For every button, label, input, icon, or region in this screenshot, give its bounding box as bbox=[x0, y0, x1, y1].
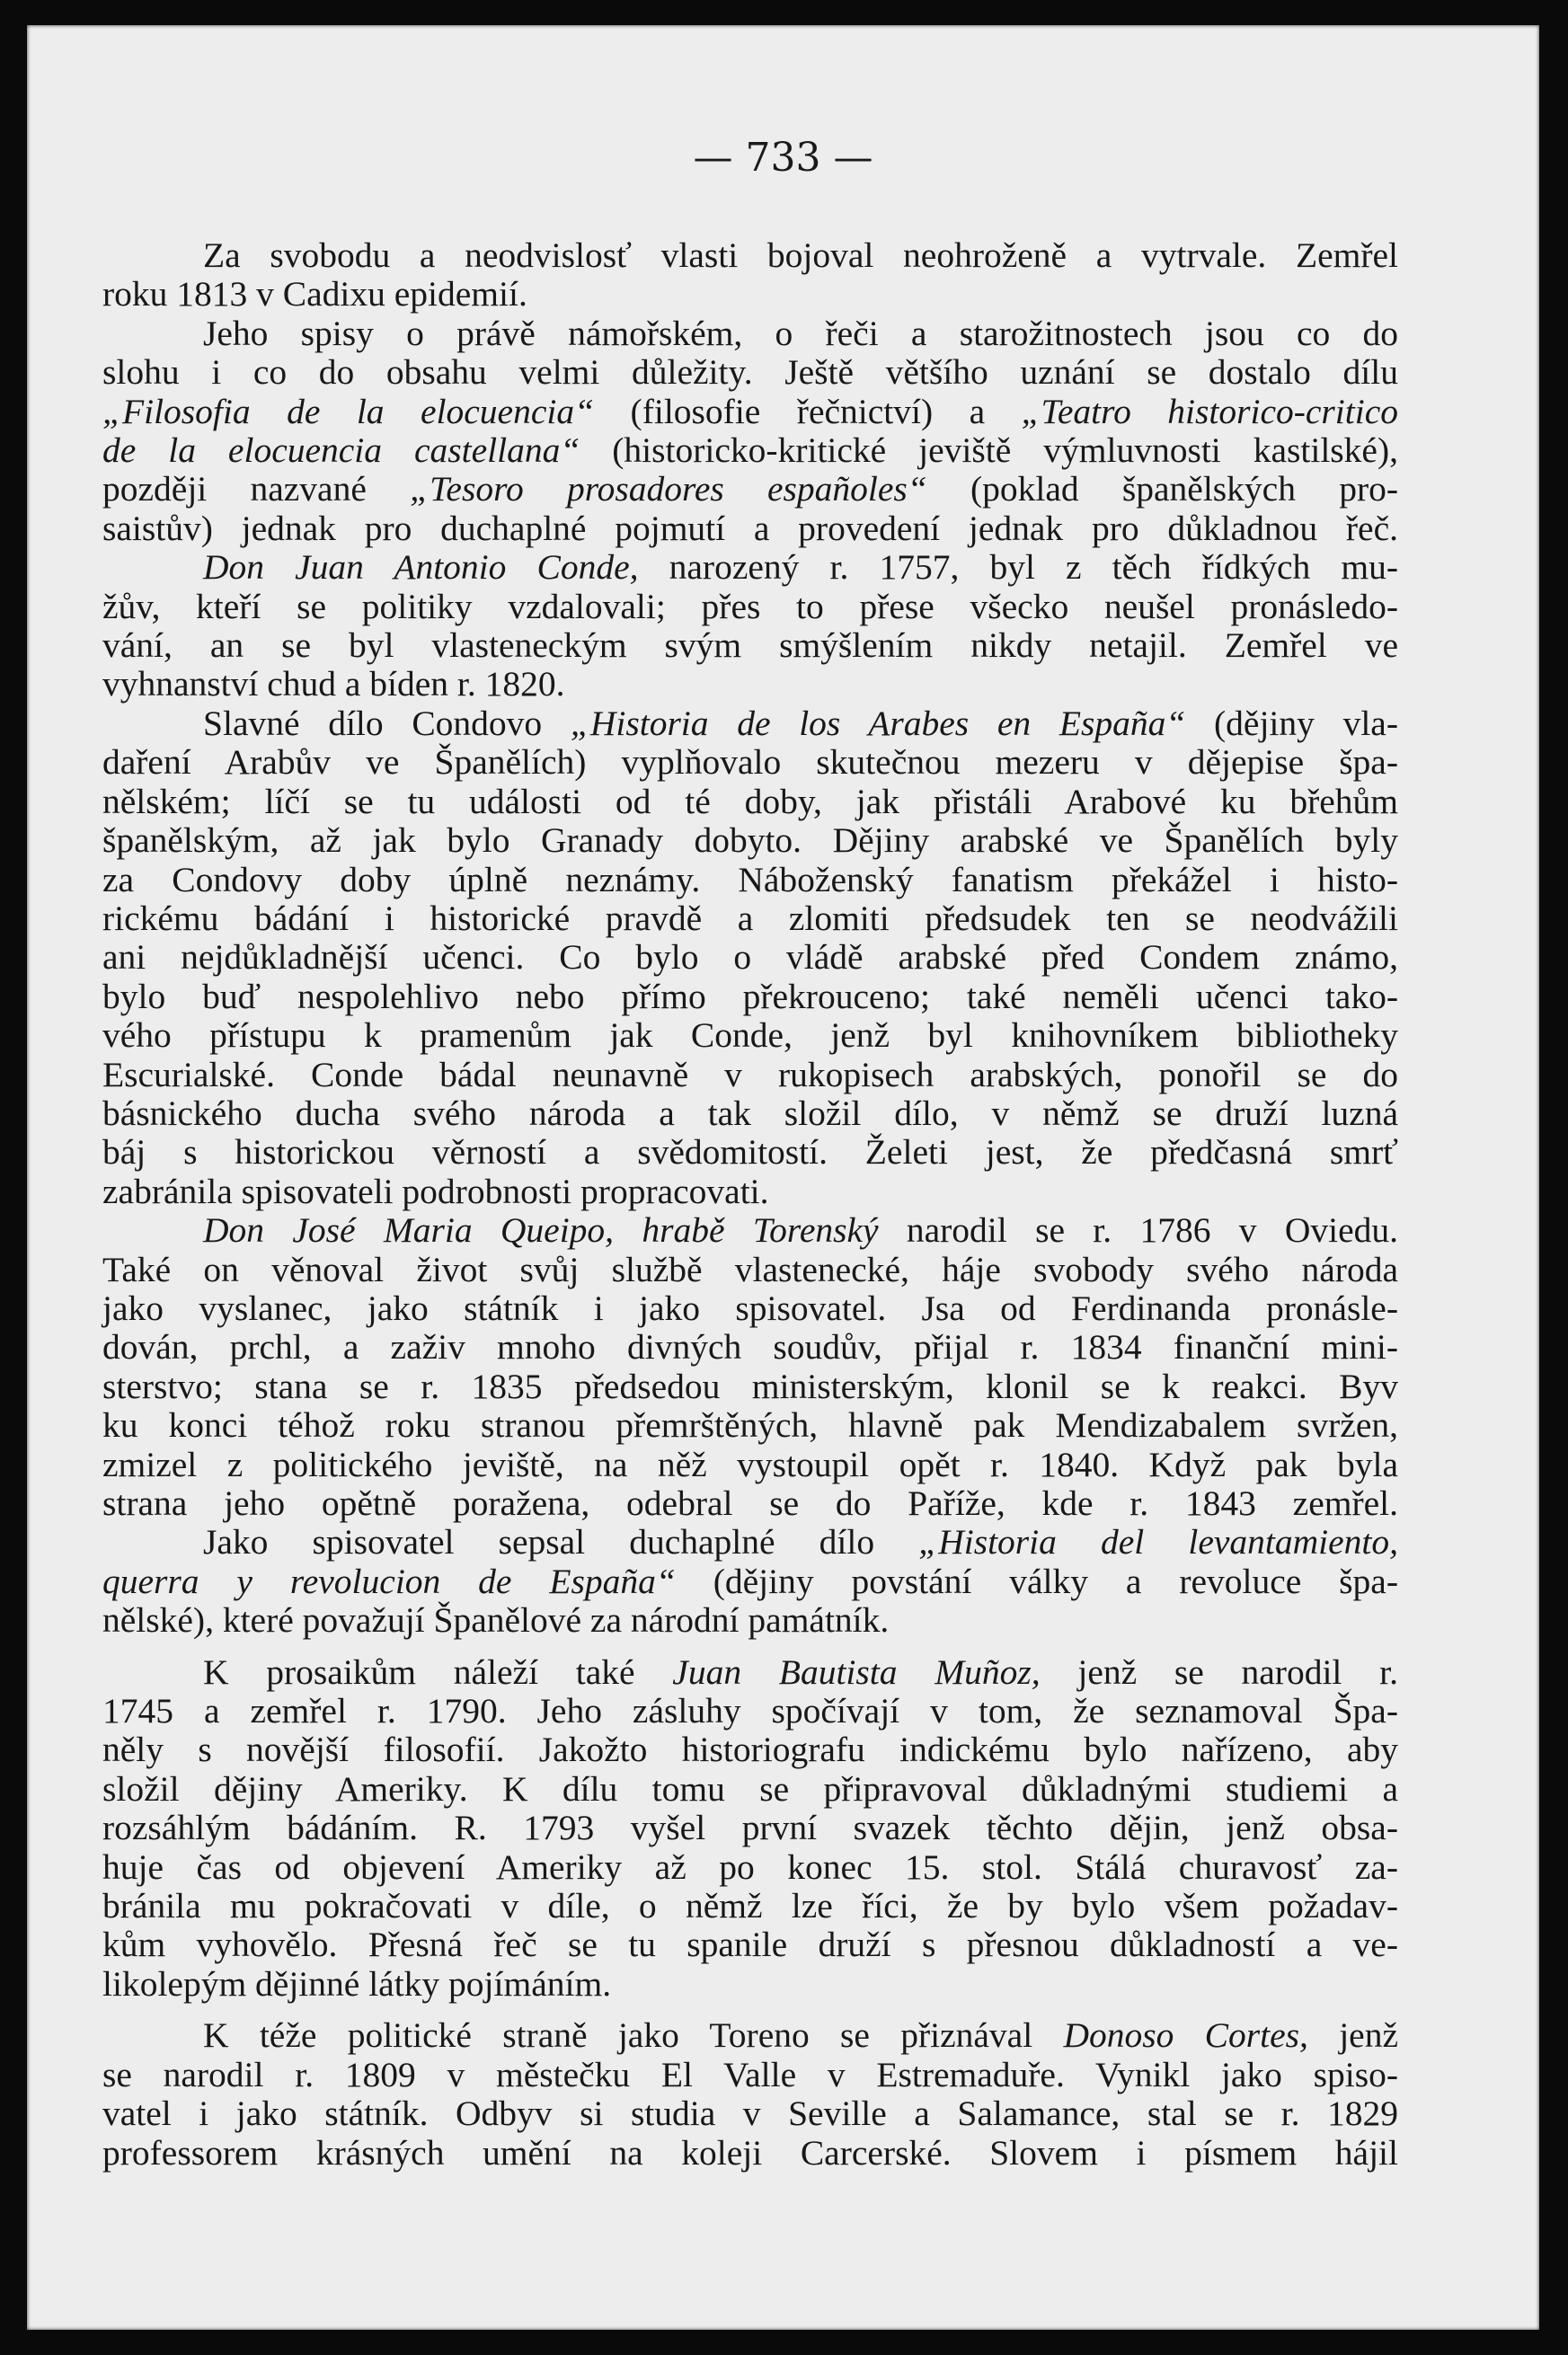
text-line bbox=[102, 2094, 1398, 2133]
text-span: žův, kteří se politiky vzdalovali; přes to přese všecko neušel pronásledo- bbox=[102, 586, 1398, 626]
text-span: dován, prchl, a zaživ mnoho divných soudův, přijal r. 1834 finanční mini- bbox=[102, 1327, 1398, 1368]
text-span: Jako spisovatel sepsal duchaplné dílo bbox=[203, 1522, 919, 1563]
text-span: Za svobodu a neodvislosť vlasti bojoval neohroženě a vytrvale. Zemřel bbox=[203, 235, 1398, 275]
text-span: vání, an se byl vlasteneckým svým smýšlením nikdy netajil. Zemřel ve bbox=[102, 625, 1398, 666]
text-span: zabránila spisovateli podrobnosti propracovati. bbox=[102, 1171, 769, 1211]
text-span: strana jeho opětně poražena, odebral se do Paříže, kde r. 1843 zemřel. bbox=[102, 1483, 1398, 1523]
text-span: Jeho spisy o právě námořském, o řeči a starožitnostech jsou co do bbox=[203, 313, 1398, 353]
text-span: rickému bádání i historické pravdě a zlomiti předsudek ten se neodvážili bbox=[102, 898, 1398, 938]
paragraph-gap bbox=[102, 1641, 1398, 1653]
text-line bbox=[102, 2056, 1398, 2094]
text-line bbox=[102, 626, 1398, 665]
text-span: roku 1813 v Cadixu epidemií. bbox=[102, 274, 527, 314]
text-span: básnického ducha svého národa a tak složil dílo, v němž se druží luzná bbox=[102, 1093, 1398, 1133]
text-span: professorem krásných umění na koleji Carcerské. Slovem i písmem hájil bbox=[102, 2132, 1398, 2173]
italic-title-span: Juan Bautista Muñoz, bbox=[672, 1651, 1041, 1692]
text-span: likolepým dějinné látky pojímáním. bbox=[102, 1963, 612, 2004]
text-span: zmizel z politického jeviště, na něž vystoupil opět r. 1840. Když pak byla bbox=[102, 1444, 1398, 1484]
text-line bbox=[102, 1692, 1398, 1731]
text-span: huje čas od objevení Ameriky až po konec 15. stol. Stálá churavosť za- bbox=[102, 1846, 1398, 1887]
text-line bbox=[102, 743, 1398, 782]
text-line bbox=[102, 1731, 1398, 1769]
text-span: se narodil r. 1809 v městečku El Valle v Estremaduře. Vynikl jako spiso- bbox=[102, 2054, 1398, 2094]
text-span: narozený r. 1757, byl z těch řídkých mu- bbox=[638, 547, 1398, 588]
text-line bbox=[102, 1926, 1398, 1964]
text-line bbox=[102, 1211, 1398, 1250]
text-span: nělské), které považují Španělové za národní památník. bbox=[102, 1600, 890, 1641]
text-line bbox=[102, 1056, 1398, 1094]
text-line bbox=[102, 1016, 1398, 1055]
text-line bbox=[102, 861, 1398, 899]
text-line bbox=[102, 1173, 1398, 1211]
text-line bbox=[102, 1848, 1398, 1887]
text-line bbox=[102, 1406, 1398, 1445]
text-span: ku konci téhož roku stranou přemrštěných, hlavně pak Mendizabalem svržen, bbox=[102, 1405, 1398, 1446]
text-line bbox=[102, 783, 1398, 821]
text-span: kům vyhovělo. Přesná řeč se tu spanile druží s přesnou důkladností a ve- bbox=[102, 1925, 1398, 1965]
text-span: Slavné dílo Condovo bbox=[203, 703, 571, 743]
text-span: slohu i co do obsahu velmi důležity. Ještě většího uznání se dostalo dílu bbox=[102, 352, 1398, 393]
text-line bbox=[102, 1133, 1398, 1172]
text-line bbox=[102, 1484, 1398, 1523]
italic-title-span: „Tesoro prosadores españoles“ bbox=[410, 469, 927, 509]
italic-title-span: „Historia de los Arabes en España“ bbox=[570, 703, 1186, 743]
text-line bbox=[102, 704, 1398, 743]
text-span: nělském; líčí se tu události od té doby, jak přistáli Arabové ku břehům bbox=[102, 781, 1398, 821]
text-line bbox=[102, 1523, 1398, 1562]
page-number: — 733 — bbox=[693, 135, 873, 181]
text-line bbox=[102, 899, 1398, 938]
italic-title-span: Don José Maria Queipo, hrabě Torenský bbox=[203, 1210, 879, 1251]
text-span: bylo buď nespolehlivo nebo přímo překrouceno; také neměli učenci tako- bbox=[102, 976, 1398, 1016]
text-line bbox=[102, 1809, 1398, 1847]
text-line bbox=[102, 393, 1398, 431]
text-span: složil dějiny Ameriky. K dílu tomu se připravoval důkladnými studiemi a bbox=[102, 1768, 1398, 1809]
text-span: narodil se r. 1786 v Oviedu. bbox=[878, 1210, 1398, 1251]
text-line bbox=[102, 1368, 1398, 1406]
text-span: K téže politické straně jako Toreno se přiznával bbox=[203, 2015, 1064, 2056]
text-line bbox=[102, 353, 1398, 392]
text-line bbox=[102, 1653, 1398, 1692]
text-span: jenž se narodil r. bbox=[1040, 1651, 1398, 1692]
text-line bbox=[102, 1094, 1398, 1133]
text-line bbox=[102, 588, 1398, 626]
text-span: něly s novější filosofií. Jakožto historiografu indickému bylo nařízeno, aby bbox=[102, 1730, 1398, 1770]
text-span: španělským, až jak bylo Granady dobyto. Dějiny arabské ve Španělích byly bbox=[102, 820, 1398, 861]
body-text bbox=[102, 236, 1398, 2173]
text-line bbox=[102, 431, 1398, 470]
text-line bbox=[102, 2016, 1398, 2055]
text-span: rozsáhlým bádáním. R. 1793 vyšel první svazek těchto dějin, jenž obsa- bbox=[102, 1808, 1398, 1848]
text-span: za Condovy doby úplně neznámy. Náboženský fanatism překážel i histo- bbox=[102, 859, 1398, 899]
italic-title-span: querra y revolucion de España“ bbox=[102, 1561, 676, 1601]
italic-title-span: „Teatro historico-critico bbox=[1021, 391, 1398, 431]
text-span: sterstvo; stana se r. 1835 předsedou ministerským, klonil se k reakci. Byv bbox=[102, 1366, 1398, 1406]
text-line bbox=[102, 1601, 1398, 1640]
text-span: saistův) jednak pro duchaplné pojmutí a provedení jednak pro důkladnou řeč. bbox=[102, 508, 1398, 548]
text-span: K prosaikům náleží také bbox=[203, 1651, 673, 1692]
text-line bbox=[102, 1563, 1398, 1601]
text-line bbox=[102, 1446, 1398, 1484]
italic-title-span: de la elocuencia castellana“ bbox=[102, 430, 580, 471]
text-line bbox=[102, 2134, 1398, 2173]
text-span: ani nejdůkladnější učenci. Co bylo o vládě arabské před Condem známo, bbox=[102, 937, 1398, 978]
text-line bbox=[102, 548, 1398, 587]
text-line bbox=[102, 470, 1398, 509]
italic-title-span: „Historia del levantamiento, bbox=[918, 1522, 1399, 1563]
text-span: Také on věnoval život svůj službě vlastenecké, háje svobody svého národa bbox=[102, 1249, 1398, 1289]
text-line bbox=[102, 509, 1398, 548]
text-span: (historicko-kritické jeviště výmluvnosti kastilské), bbox=[580, 430, 1398, 471]
text-line bbox=[102, 821, 1398, 860]
text-span: vatel i jako státník. Odbyv si studia v Seville a Salamance, stal se r. 1829 bbox=[102, 2094, 1398, 2134]
text-line bbox=[102, 1887, 1398, 1926]
text-line bbox=[102, 1328, 1398, 1367]
text-span: (poklad španělských pro- bbox=[926, 469, 1398, 509]
book-page bbox=[27, 25, 1539, 2330]
text-line bbox=[102, 665, 1398, 704]
text-line bbox=[102, 275, 1398, 314]
text-line bbox=[102, 236, 1398, 275]
text-line bbox=[102, 1289, 1398, 1328]
text-line bbox=[102, 1251, 1398, 1289]
italic-title-span: „Filosofia de la elocuencia“ bbox=[102, 391, 595, 431]
text-span: vého přístupu k pramenům jak Conde, jenž byl knihovníkem bibliotheky bbox=[102, 1015, 1398, 1056]
text-span: (dějiny vla- bbox=[1185, 703, 1398, 743]
text-span: 1745 a zemřel r. 1790. Jeho zásluhy spočívají v tom, že seznamoval Špa- bbox=[102, 1691, 1398, 1731]
text-span: (filosofie řečnictví) a bbox=[594, 391, 1022, 431]
text-span: později nazvané bbox=[102, 469, 411, 509]
text-span: bránila mu pokračovati v díle, o němž lze říci, že by bylo všem požadav- bbox=[102, 1886, 1398, 1926]
italic-title-span: Don Juan Antonio Conde, bbox=[203, 547, 639, 588]
text-span: vyhnanství chud a bíden r. 1820. bbox=[102, 664, 565, 704]
text-line bbox=[102, 1770, 1398, 1809]
text-span: (dějiny povstání války a revoluce špa- bbox=[675, 1561, 1398, 1601]
text-span: jenž bbox=[1307, 2015, 1398, 2056]
text-span: báj s historickou věrností a svědomitostí. Želeti jest, že předčasná smrť bbox=[102, 1132, 1398, 1173]
text-line bbox=[102, 1965, 1398, 2004]
text-span: daření Arabův ve Španělích) vyplňovalo skutečnou mezeru v dějepise špa- bbox=[102, 742, 1398, 783]
text-line bbox=[102, 978, 1398, 1016]
text-span: Escurialské. Conde bádal neunavně v rukopisech arabských, ponořil se do bbox=[102, 1054, 1398, 1094]
text-line bbox=[102, 938, 1398, 977]
paragraph-gap bbox=[102, 2004, 1398, 2016]
text-span: jako vyslanec, jako státník i jako spisovatel. Jsa od Ferdinanda pronásle- bbox=[102, 1288, 1398, 1328]
text-line bbox=[102, 314, 1398, 353]
italic-title-span: Donoso Cortes, bbox=[1063, 2015, 1308, 2056]
